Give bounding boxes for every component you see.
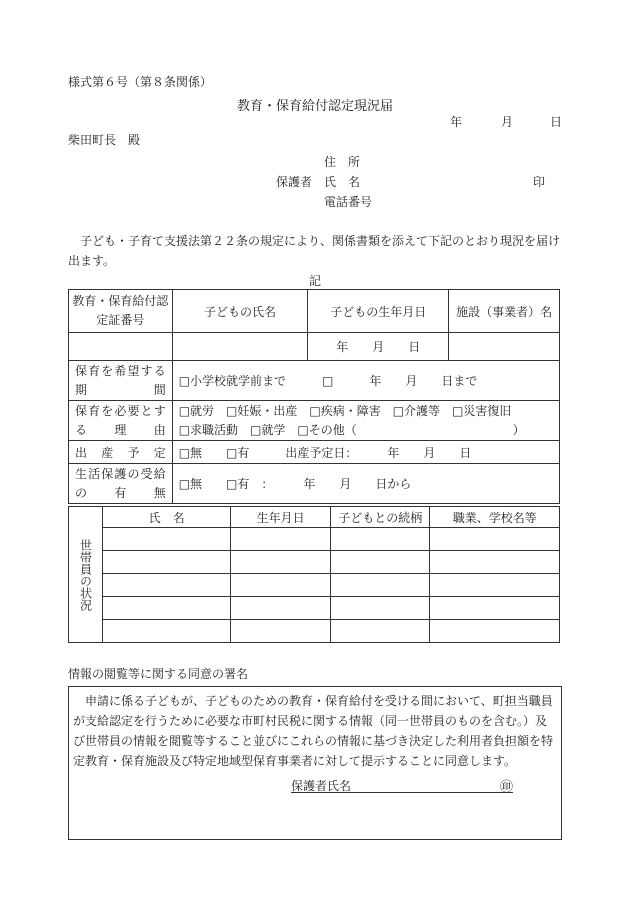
date-day-label: 日 — [550, 115, 563, 129]
date-month-label: 月 — [501, 115, 514, 129]
hh-row3-birth[interactable] — [231, 574, 331, 597]
household-table — [68, 506, 560, 643]
hh-row3-name[interactable] — [102, 574, 230, 597]
consent-seal-mark: ㊞ — [500, 780, 514, 795]
cert-number-field[interactable] — [69, 333, 173, 361]
hh-row1-relation[interactable] — [330, 528, 430, 551]
welfare-options[interactable]: □無 □有 ： 年 月 日から — [172, 464, 559, 504]
hh-birth-header: 生年月日 — [231, 507, 331, 528]
birth-plan-label: 出産予定 — [69, 441, 173, 464]
cert-number-header: 教育・保育給付認定証番号 — [69, 290, 173, 333]
hh-row1-birth[interactable] — [231, 528, 331, 551]
hh-row4-relation[interactable] — [330, 597, 430, 620]
hh-row1-occupation[interactable] — [430, 528, 560, 551]
hh-row2-relation[interactable] — [330, 551, 430, 574]
child-name-header: 子どもの氏名 — [172, 290, 308, 333]
hh-relation-header: 子どもとの続柄 — [330, 507, 430, 528]
birth-plan-options[interactable]: □無 □有 出産予定日： 年 月 日 — [172, 441, 559, 464]
consent-signature-label: 保護者氏名 — [291, 779, 352, 793]
hh-row5-name[interactable] — [102, 620, 230, 643]
household-label-cell — [69, 507, 103, 643]
hh-row3-occupation[interactable] — [430, 574, 560, 597]
form-number: 様式第６号（第８条関係） — [68, 75, 213, 89]
child-name-field[interactable] — [172, 333, 308, 361]
hh-row5-relation[interactable] — [330, 620, 430, 643]
facility-header: 施設（事業者）名 — [449, 290, 560, 333]
child-birth-field[interactable]: 年 月 日 — [308, 333, 449, 361]
hh-row5-birth[interactable] — [231, 620, 331, 643]
addressee: 柴田町長 殿 — [68, 133, 141, 147]
main-form-table — [68, 289, 560, 504]
address-label: 住 所 — [324, 155, 361, 169]
form-title: 教育・保育給付認定現況届 — [236, 99, 393, 114]
period-options[interactable]: □小学校就学前まで □ 年 月 日まで — [172, 361, 559, 401]
seal-mark: 印 — [533, 175, 546, 189]
reason-options-line2[interactable]: □求職活動 □就学 □その他（ ） — [178, 422, 525, 437]
hh-row2-occupation[interactable] — [430, 551, 560, 574]
hh-name-header: 氏 名 — [102, 507, 230, 528]
reason-options-line1[interactable]: □就労 □妊娠・出産 □疾病・障害 □介護等 □災害復旧 — [178, 403, 512, 418]
hh-occupation-header: 職業、学校名等 — [430, 507, 560, 528]
name-label: 氏 名 — [324, 175, 361, 189]
hh-row4-birth[interactable] — [231, 597, 331, 620]
household-label: 世帯員の状況 — [78, 538, 93, 611]
reason-label: 保育を必要とする理由 — [69, 401, 173, 441]
consent-box — [68, 686, 562, 840]
reason-options[interactable] — [172, 401, 559, 441]
hh-row2-birth[interactable] — [231, 551, 331, 574]
consent-text: 申請に係る子どもが、子どものための教育・保育給付を受ける間において、町担当職員が支給認定を行うために必要な市町村民税に関する情報（同一世帯員のものを含む。）及び世帯員の情報を閲覧等すること並びにこれらの情報に基づき決定した利用者負担額を特定教育・保育施設及び特定地域型保育事業者に対して提示することに同意します。 — [73, 694, 554, 768]
period-label: 保育を希望する期間 — [69, 361, 173, 401]
consent-heading: 情報の閲覧等に関する同意の署名 — [68, 667, 249, 681]
intro-text: 子ども・子育て支援法第２２条の規定により、関係書類を添えて下記のとおり現況を届け出ます。 — [68, 234, 561, 268]
hh-row3-relation[interactable] — [330, 574, 430, 597]
hh-row4-name[interactable] — [102, 597, 230, 620]
hh-row1-name[interactable] — [102, 528, 230, 551]
welfare-label: 生活保護の受給の有無 — [69, 464, 173, 504]
facility-field[interactable] — [449, 333, 560, 361]
hh-row2-name[interactable] — [102, 551, 230, 574]
record-label: 記 — [308, 274, 321, 288]
consent-signature-line[interactable] — [291, 792, 513, 793]
guardian-label: 保護者 — [276, 175, 313, 189]
child-birth-header: 子どもの生年月日 — [308, 290, 449, 333]
date-year-label: 年 — [450, 115, 463, 129]
phone-label: 電話番号 — [324, 195, 373, 209]
hh-row5-occupation[interactable] — [430, 620, 560, 643]
hh-row4-occupation[interactable] — [430, 597, 560, 620]
